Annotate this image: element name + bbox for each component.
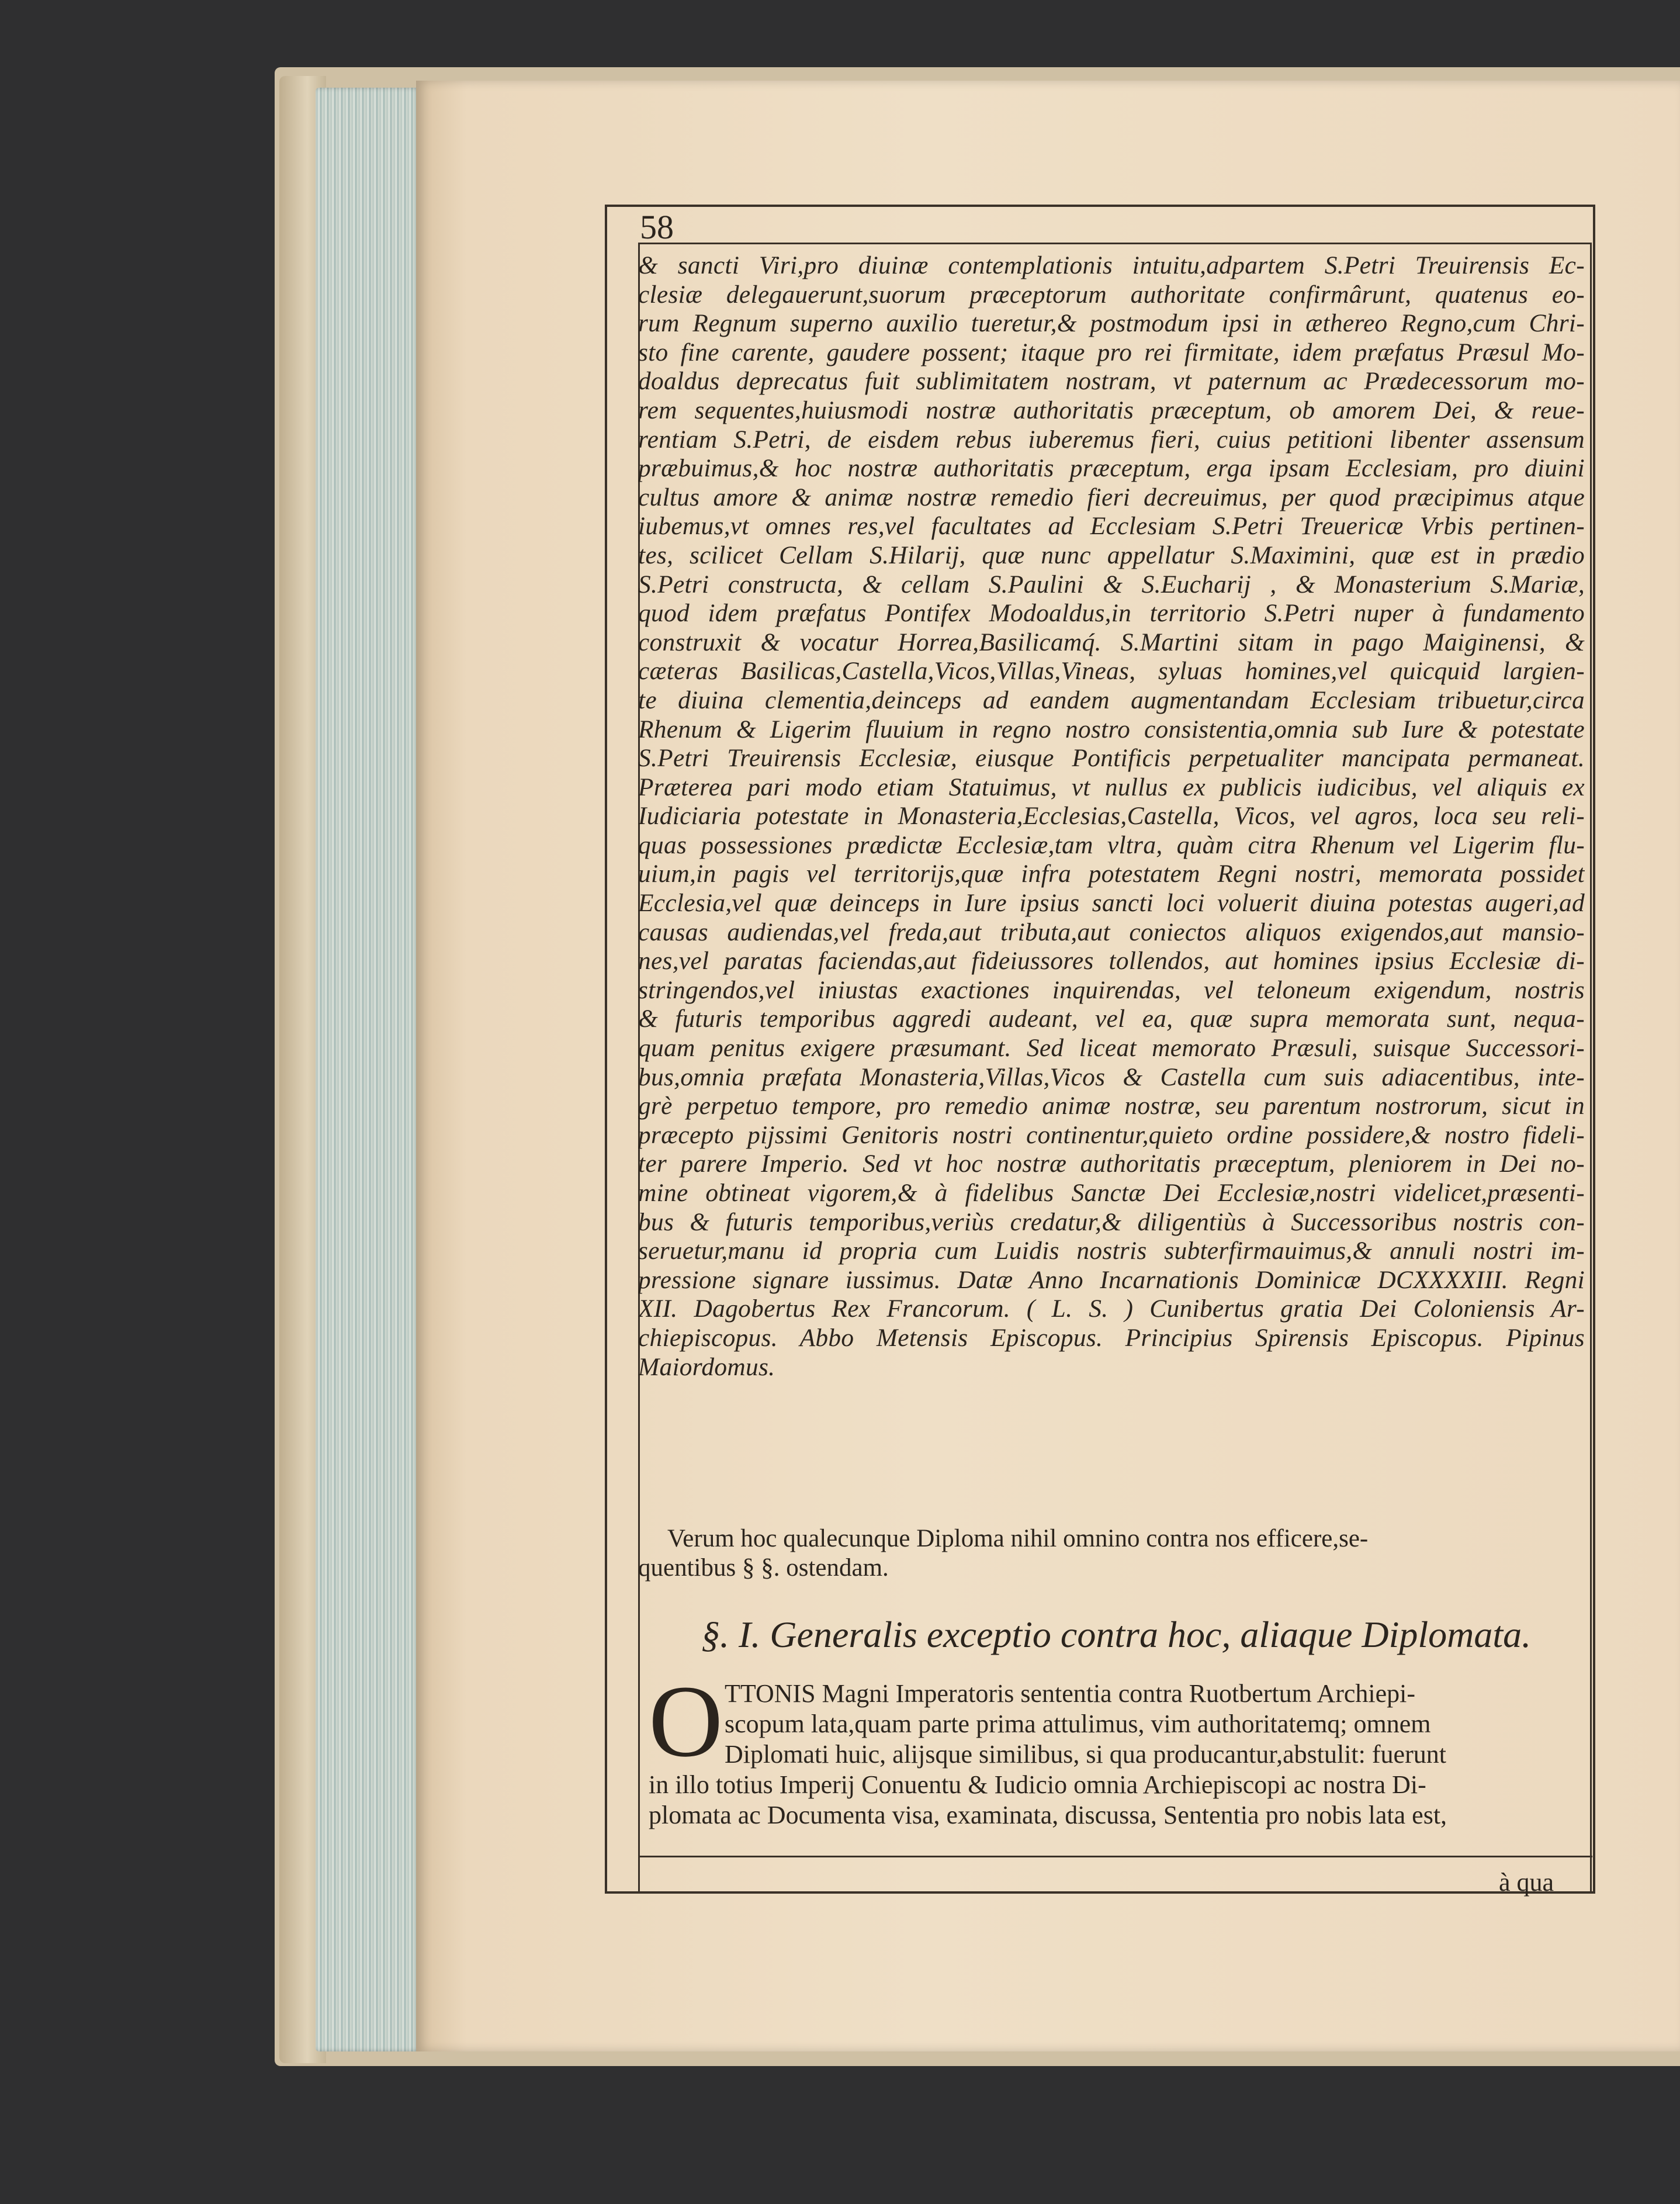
text-line: Præterea pari modo etiam Statuimus, vt nullus ex publicis iudicibus, vel aliquis ex	[638, 773, 1585, 801]
text-line: Ecclesia,vel quæ deinceps in Iure ipsius sancti loci voluerit diuina potestas augeri,ad	[638, 889, 1585, 918]
text-line: TTONIS Magni Imperatoris sententia contra Ruotbertum Archiepi-	[725, 1679, 1416, 1708]
text-line: doaldus deprecatus fuit sublimitatem nostram, vt paternum ac Prædecessorum mo-	[638, 367, 1585, 396]
text-line: & futuris temporibus aggredi audeant, vel ea, quæ supra memorata sunt, nequa-	[638, 1005, 1585, 1033]
text-line: tes, scilicet Cellam S.Hilarij, quæ nunc appellatur S.Maximini, quæ est in prædio	[638, 541, 1585, 569]
text-line: causas audiendas,vel freda,aut tributa,aut coniectos aliquos exigendos,aut mansio-	[638, 918, 1585, 946]
text-line: grè perpetuo tempore, pro remedio animæ nostræ, seu parentum nostrorum, sicut in	[638, 1092, 1585, 1120]
text-line: plomata ac Documenta visa, examinata, discussa, Sententia pro nobis lata est,	[649, 1801, 1447, 1829]
text-line: chiepiscopus. Abbo Metensis Episcopus. Principius Spirensis Episcopus. Pipinus	[638, 1323, 1585, 1352]
text-line: bus,omnia præfata Monasteria,Villas,Vicos & Castella cum suis adiacentibus, inte-	[638, 1063, 1585, 1091]
text-line: cultus amore & animæ nostræ remedio fieri decreuimus, per quod præcipimus atque	[638, 483, 1585, 511]
text-line: rem sequentes,huiusmodi nostræ authoritatis præceptum, ob amorem Dei, & reue-	[638, 396, 1585, 424]
text-line: S.Petri constructa, & cellam S.Paulini & S.Eucharij , & Monasterium S.Mariæ,	[638, 570, 1585, 598]
closing-remark	[638, 1524, 1585, 1583]
text-line: nes,vel paratas faciendas,aut fideiussores tollendos, aut homines ipsius Ecclesiæ di-	[638, 947, 1585, 975]
text-line: Maiordomus.	[638, 1352, 775, 1381]
text-line: stringendos,vel iniustas exactiones inquirendas, vel teloneum exigendum, nostris	[638, 975, 1585, 1004]
text-line: quam penitus exigere præsumant. Sed liceat memorato Præsuli, suisque Successori-	[638, 1034, 1585, 1063]
text-line: rentiam S.Petri, de eisdem rebus iuberemus fieri, cuius petitioni libenter assensum	[638, 425, 1585, 454]
text-line: cæteras Basilicas,Castella,Vicos,Villas,Vineas, syluas homines,vel quicquid largien-	[638, 657, 1585, 686]
text-line: sto fine carente, gaudere possent; itaque pro rei firmitate, idem præfatus Præsul Mo-	[638, 338, 1585, 366]
section-paragraph	[649, 1679, 1584, 1831]
drop-capital: O	[649, 1665, 723, 1779]
text-line: rum Regnum superno auxilio tueretur,& postmodum ipsi in æthereo Regno,cum Chri-	[638, 309, 1585, 338]
text-line: iubemus,vt omnes res,vel facultates ad Ecclesiam S.Petri Treuericæ Vrbis pertinen-	[638, 512, 1585, 541]
text-line: mine obtineat vigorem,& à fidelibus Sanctæ Dei Ecclesiæ,nostri videlicet,præsenti-	[638, 1179, 1585, 1207]
text-line: uium,in pagis vel territorijs,quæ infra potestatem Regni nostri, memorata possidet	[638, 860, 1585, 888]
text-line: quod idem præfatus Pontifex Modoaldus,in territorio S.Petri nuper à fundamento	[638, 599, 1585, 628]
text-line: S.Petri Treuirensis Ecclesiæ, eiusque Pontificis perpetualiter mancipata permaneat.	[638, 744, 1585, 773]
text-line: Iudiciaria potestate in Monasteria,Ecclesias,Castella, Vicos, vel agros, loca seu reli-	[638, 802, 1585, 831]
text-line: XII. Dagobertus Rex Francorum. ( L. S. ) Cunibertus gratia Dei Coloniensis Ar-	[638, 1295, 1585, 1323]
text-line: Diplomati huic, alijsque similibus, si qua producantur,abstulit: fuerunt	[725, 1740, 1446, 1769]
text-line: præbuimus,& hoc nostræ authoritatis præceptum, erga ipsam Ecclesiam, pro diuini	[638, 454, 1585, 483]
diploma-text	[638, 251, 1585, 1382]
catchword: à qua	[1499, 1868, 1554, 1897]
page-number: 58	[640, 208, 674, 246]
text-line: clesiæ delegauerunt,suorum præceptorum authoritate confirmârunt, quatenus eo-	[638, 280, 1585, 309]
section-heading: §. I. Generalis exceptio contra hoc, aliaque Diplomata.	[701, 1614, 1532, 1655]
text-line: quentibus § §. ostendam.	[638, 1554, 889, 1582]
text-line: Rhenum & Ligerim fluuium in regno nostro consistentia,omnia sub Iure & potestate	[638, 715, 1585, 743]
text-line: Verum hoc qualecunque Diploma nihil omnino contra nos efficere,se-	[667, 1525, 1369, 1552]
text-line: ter parere Imperio. Sed vt hoc nostræ authoritatis præceptum, pleniorem in Dei no-	[638, 1150, 1585, 1178]
text-line: construxit & vocatur Horrea,Basilicamq́. S.Martini sitam in pago Maiginensi, &	[638, 628, 1585, 656]
text-line: in illo totius Imperij Conuentu & Iudicio omnia Archiepiscopi ac nostra Di-	[649, 1770, 1426, 1799]
text-line: scopum lata,quam parte prima attulimus, vim authoritatemq; omnem	[725, 1710, 1431, 1738]
page-stack-edges	[316, 88, 421, 2051]
text-line: seruetur,manu id propria cum Luidis nostris subterfirmauimus,& annuli nostri im-	[638, 1237, 1585, 1265]
text-line: bus & futuris temporibus,veriùs credatur,& diligentiùs à Successoribus nostris con-	[638, 1207, 1585, 1236]
text-line: quas possessiones prædictæ Ecclesiæ,tam vltra, quàm citra Rhenum vel Ligerim flu-	[638, 831, 1585, 859]
text-line: præcepto pijssimi Genitoris nostri continentur,quieto ordine possidere,& nostro fideli-	[638, 1120, 1585, 1149]
text-line: & sancti Viri,pro diuinæ contemplationis intuitu,adpartem S.Petri Treuirensis Ec-	[638, 251, 1585, 279]
text-line: te diuina clementia,deinceps ad eandem augmentandam Ecclesiam tribuetur,circa	[638, 686, 1585, 714]
text-line: pressione signare iussimus. Datæ Anno Incarnationis Dominicæ DCXXXXIII. Regni	[638, 1265, 1585, 1294]
bottom-rule	[640, 1856, 1592, 1857]
